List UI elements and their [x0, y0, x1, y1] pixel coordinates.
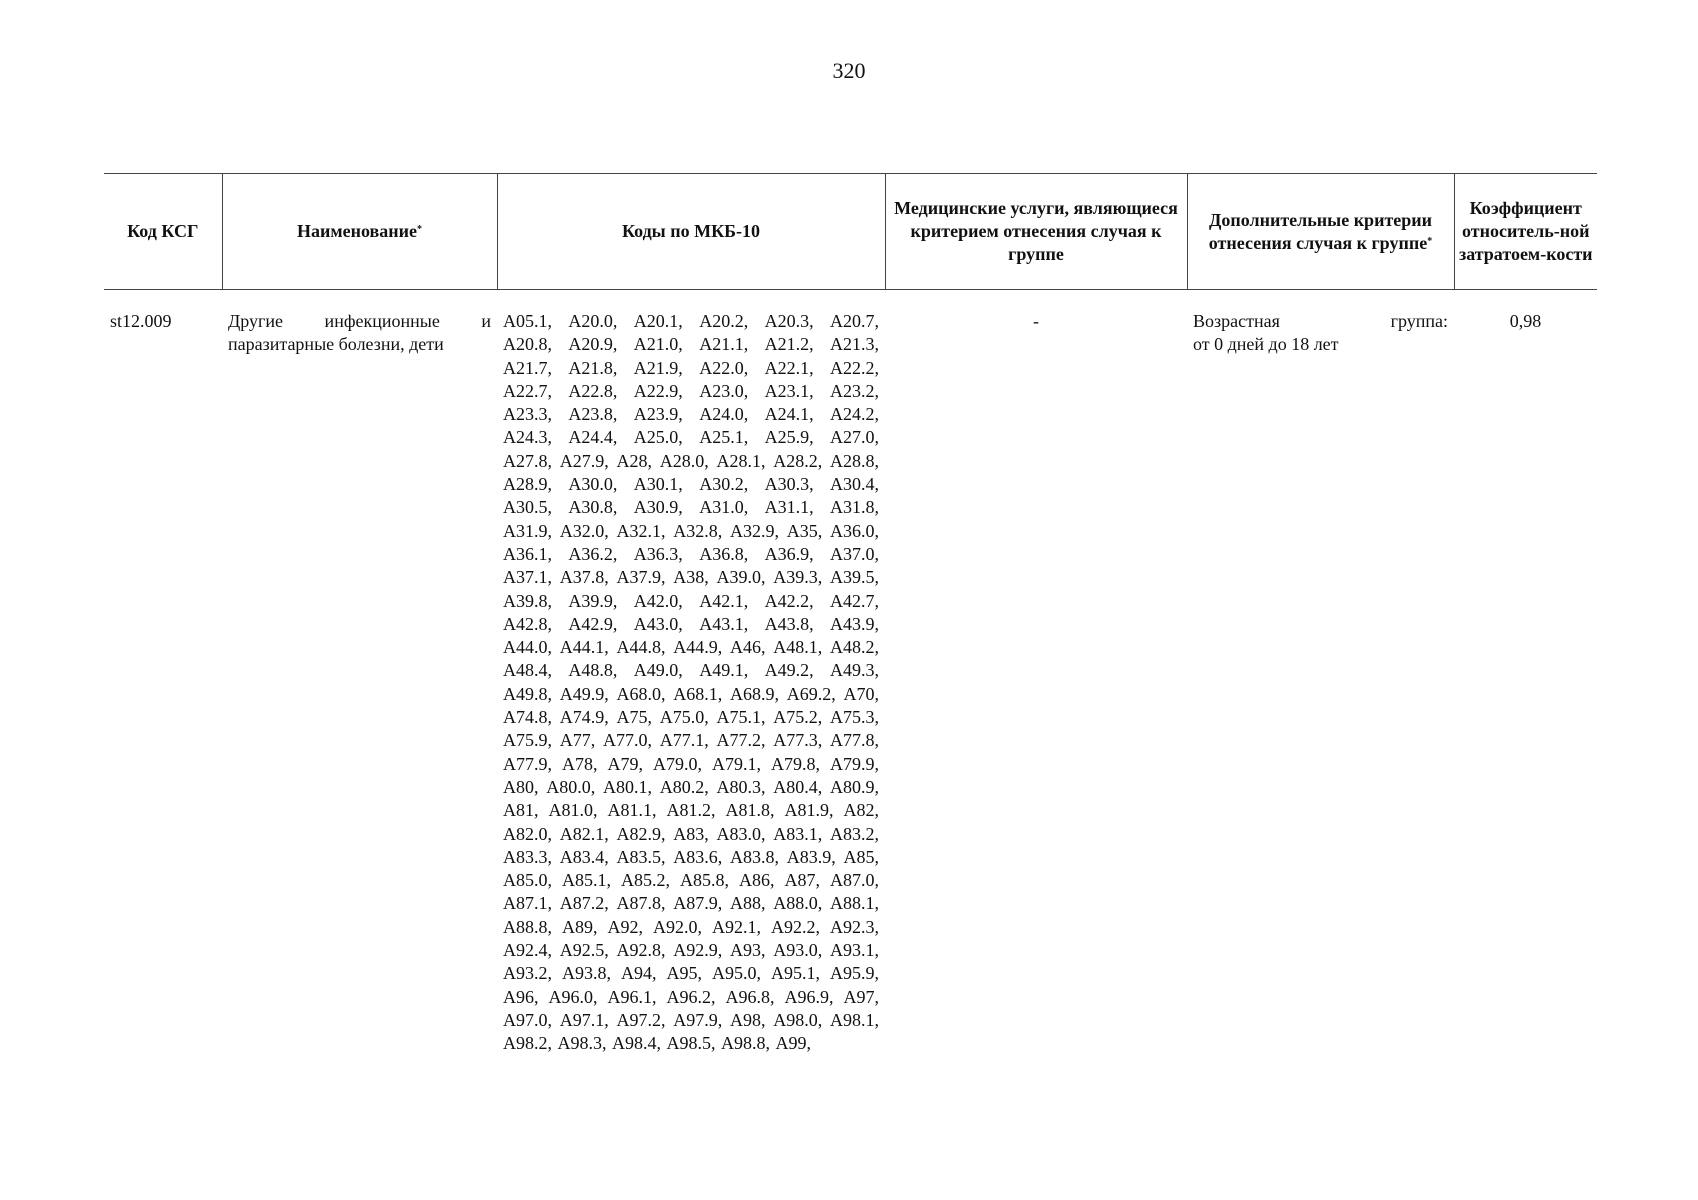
table-row — [104, 290, 1597, 1056]
cell-coefficient: 0,98 — [1509, 311, 1542, 331]
cell-services: - — [1033, 311, 1039, 331]
criteria-label-word2: группа: — [1390, 311, 1448, 331]
header-name — [222, 174, 497, 290]
header-criteria — [1187, 174, 1454, 290]
criteria-value: от 0 дней до 18 лет — [1193, 334, 1339, 355]
header-name-footnote-mark: * — [417, 224, 422, 235]
header-criteria-footnote-mark: * — [1427, 235, 1433, 247]
cell-name: Другие инфекционные и паразитарные болезни, дети — [228, 311, 491, 355]
cell-code: st12.009 — [110, 311, 172, 331]
ksg-table — [104, 173, 1597, 1056]
header-code: Код КСГ — [104, 174, 222, 290]
cell-criteria — [1187, 290, 1454, 1056]
cell-icd-codes: A05.1, A20.0, A20.1, A20.2, A20.3, A20.7, A20.8, A20.9, A21.0, A21.1, A21.2, A21.3, A21.7, A21.8, A21.9, A22.0, A22.1, A22.2, A22.7, A22.8, A22.9, A23.0, A23.1, A23.2, A23.3, A23.8, A23.9, A24.0, A24.1, A24.2, A24.3, A24.4, A25.0, A25.1, A25.9, A27.0, A27.8, A27.9, A28, A28.0, A28.1, A28.2, A28.8, A28.9, A30.0, A30.1, A30.2, A30.3, A30.4, A30.5, A30.8, A30.9, A31.0, A31.1, A31.8, A31.9, A32.0, A32.1, A32.8, A32.9, A35, A36.0, A36.1, A36.2, A36.3, A36.8, A36.9, A37.0, A37.1, A37.8, A37.9, A38, A39.0, A39.3, A39.5, A39.8, A39.9, A42.0, A42.1, A42.2, A42.7, A42.8, A42.9, A43.0, A43.1, A43.8, A43.9, A44.0, A44.1, A44.8, A44.9, A46, A48.1, A48.2, A48.4, A48.8, A49.0, A49.1, A49.2, A49.3, A49.8, A49.9, A68.0, A68.1, A68.9, A69.2, A70, A74.8, A74.9, A75, A75.0, A75.1, A75.2, A75.3, A75.9, A77, A77.0, A77.1, A77.2, A77.3, A77.8, A77.9, A78, A79, A79.0, A79.1, A79.8, A79.9, A80, A80.0, A80.1, A80.2, A80.3, A80.4, A80.9, A81, A81.0, A81.1, A81.2, A81.8, A81.9, A82, A82.0, A82.1, A82.9, A83, A83.0, A83.1, A83.2, A83.3, A83.4, A83.5, A83.6, A83.8, A83.9, A85, A85.0, A85.1, A85.2, A85.8, A86, A87, A87.0, A87.1, A87.2, A87.8, A87.9, A88, A88.0, A88.1, A88.8, A89, A92, A92.0, A92.1, A92.2, A92.3, A92.4, A92.5, A92.8, A92.9, A93, A93.0, A93.1, A93.2, A93.8, A94, A95, A95.0, A95.1, A95.9, A96, A96.0, A96.1, A96.2, A96.8, A96.9, A97, A97.0, A97.1, A97.2, A97.9, A98, A98.0, A98.1, A98.2, A98.3, A98.4, A98.5, A98.8, A99, — [503, 311, 879, 1054]
header-services: Медицинские услуги, являющиеся критерием отнесения случая к группе — [885, 174, 1187, 290]
criteria-label-line — [1193, 310, 1448, 333]
header-icd: Коды по МКБ-10 — [497, 174, 885, 290]
header-row — [104, 174, 1597, 290]
header-coefficient: Коэффициент относитель-ной затратоем-кости — [1454, 174, 1597, 290]
header-criteria-label: Дополнительные критерии отнесения случая к группе — [1208, 209, 1433, 253]
criteria-label: Возрастная — [1193, 311, 1280, 331]
header-name-label: Наименование — [297, 221, 417, 241]
page-number: 320 — [832, 58, 866, 83]
